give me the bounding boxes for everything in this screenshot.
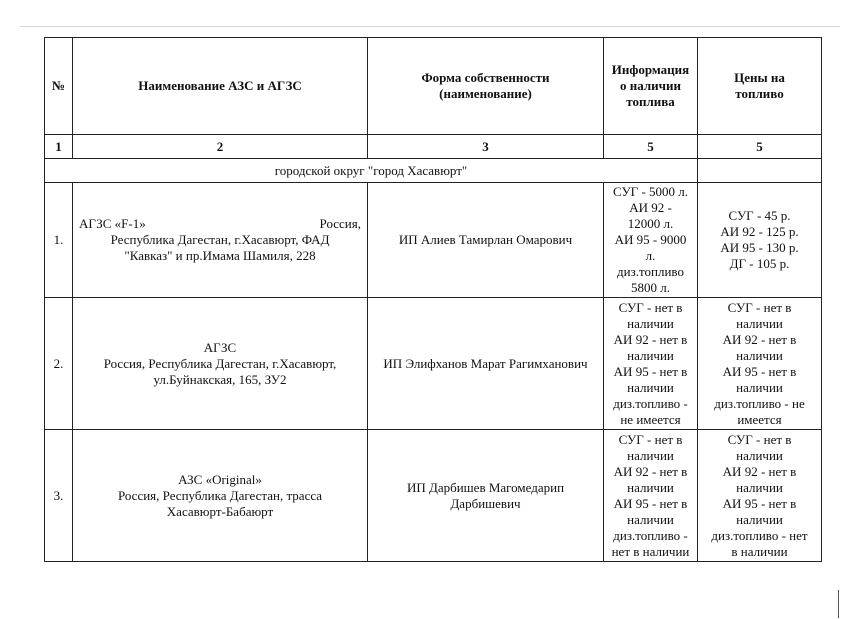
station-name-cell — [73, 298, 368, 430]
fuel-price-line: АИ 95 - нет в — [722, 363, 797, 379]
fuel-info-line: АИ 92 - нет в — [613, 331, 688, 347]
fuel-info-line: диз.топливо - — [613, 395, 688, 411]
fuel-stations-table — [44, 37, 822, 562]
fuel-price-line: наличии — [736, 379, 783, 395]
fuel-info-line: диз.топливо — [617, 264, 684, 279]
header-row — [45, 38, 822, 135]
station-address-line: "Кавказ" и пр.Имама Шамиля, 228 — [124, 248, 316, 263]
station-address-line: ул.Буйнакская, 165, ЗУ2 — [153, 371, 287, 387]
column-number: 5 — [698, 135, 822, 159]
station-name-cell — [73, 183, 368, 298]
fuel-info-cell — [604, 430, 698, 562]
fuel-price-line: СУГ - 45 р. — [728, 208, 791, 223]
fuel-info-line: наличии — [627, 511, 674, 527]
region-row — [45, 159, 822, 183]
station-address-line: Республика Дагестан, г.Хасавюрт, ФАД — [110, 232, 330, 247]
fuel-info-line: АИ 95 - нет в — [613, 495, 688, 511]
fuel-info-line: СУГ - нет в — [618, 299, 683, 315]
header-info-line1: Информация — [611, 62, 690, 77]
station-address-line: Россия, Республика Дагестан, г.Хасавюрт, — [103, 355, 337, 371]
column-number: 1 — [45, 135, 73, 159]
header-name — [73, 38, 368, 135]
fuel-info-line: наличии — [627, 347, 674, 363]
column-numbers-row — [45, 135, 822, 159]
header-number-label: № — [51, 78, 66, 93]
station-country: Россия, — [319, 216, 361, 231]
fuel-info-line: 12000 л. — [627, 216, 674, 231]
fuel-price-line: АИ 95 - 130 р. — [720, 240, 799, 255]
column-number: 2 — [73, 135, 368, 159]
column-number: 5 — [604, 135, 698, 159]
fuel-info-line: СУГ - нет в — [618, 431, 683, 447]
fuel-info-line: л. — [645, 248, 656, 263]
header-ownership-line2: (наименование) — [439, 86, 532, 101]
fuel-info-line: не имеется — [620, 411, 681, 427]
fuel-price-line: наличии — [736, 347, 783, 363]
fuel-info-line: наличии — [627, 315, 674, 331]
fuel-info-line: АИ 92 - — [629, 200, 672, 215]
fuel-info-line: наличии — [627, 479, 674, 495]
fuel-price-line: АИ 95 - нет в — [722, 495, 797, 511]
station-name-cell — [73, 430, 368, 562]
owner-cell: ИП Алиев Тамирлан Омарович — [368, 183, 604, 298]
header-number — [45, 38, 73, 135]
station-name: АЗС «Original» — [178, 471, 262, 487]
region-label: городской округ "город Хасавюрт" — [45, 159, 698, 183]
fuel-price-line: АИ 92 - 125 р. — [720, 224, 799, 239]
fuel-info-line: 5800 л. — [631, 280, 670, 295]
station-name-first-line — [75, 216, 365, 232]
fuel-price-line: имеется — [737, 411, 782, 427]
station-address-line: Хасавюрт-Бабаюрт — [166, 503, 274, 519]
header-fuel-info — [604, 38, 698, 135]
fuel-price-cell — [698, 183, 822, 298]
fuel-info-line: наличии — [627, 379, 674, 395]
fuel-info-line: СУГ - 5000 л. — [612, 184, 689, 199]
fuel-price-line: АИ 92 - нет в — [722, 463, 797, 479]
header-info-line2: о наличии — [620, 78, 681, 93]
fuel-price-line: диз.топливо - нет — [711, 527, 808, 543]
fuel-price-line: наличии — [736, 315, 783, 331]
header-prices — [698, 38, 822, 135]
table-row — [45, 183, 822, 298]
column-number: 3 — [368, 135, 604, 159]
header-price-line2: топливо — [735, 86, 784, 101]
fuel-price-line: наличии — [736, 447, 783, 463]
station-address-line: Россия, Республика Дагестан, трасса — [117, 487, 323, 503]
fuel-info-line: АИ 95 - 9000 — [614, 232, 687, 247]
station-name: АГЗС — [203, 339, 237, 355]
fuel-info-line: АИ 95 - нет в — [613, 363, 688, 379]
fuel-info-cell — [604, 183, 698, 298]
header-info-line3: топлива — [626, 94, 675, 109]
row-number: 3. — [45, 430, 73, 562]
owner-line: ИП Дарбишев Магомедарип — [406, 479, 565, 495]
row-number: 1. — [45, 183, 73, 298]
fuel-info-line: нет в наличии — [611, 543, 690, 559]
fuel-info-line: наличии — [627, 447, 674, 463]
header-name-label: Наименование АЗС и АГЗС — [138, 78, 302, 93]
fuel-price-line: СУГ - нет в — [727, 299, 792, 315]
header-price-line1: Цены на — [734, 70, 785, 85]
fuel-info-line: диз.топливо - — [613, 527, 688, 543]
row-number: 2. — [45, 298, 73, 430]
fuel-info-cell — [604, 298, 698, 430]
fuel-price-line: наличии — [736, 479, 783, 495]
fuel-price-line: в наличии — [731, 543, 788, 559]
region-empty-cell — [698, 159, 822, 183]
fuel-price-cell — [698, 430, 822, 562]
fuel-price-line: наличии — [736, 511, 783, 527]
fuel-price-line: АИ 92 - нет в — [722, 331, 797, 347]
scan-artifact-line — [20, 26, 840, 27]
header-ownership — [368, 38, 604, 135]
fuel-price-cell — [698, 298, 822, 430]
owner-cell: ИП Элифханов Марат Рагимханович — [368, 298, 604, 430]
owner-cell — [368, 430, 604, 562]
table-row — [45, 430, 822, 562]
table-row — [45, 298, 822, 430]
owner-line: Дарбишевич — [450, 495, 521, 511]
fuel-info-line: АИ 92 - нет в — [613, 463, 688, 479]
fuel-price-line: ДГ - 105 р. — [729, 256, 790, 271]
station-name: АГЗС «F-1» — [79, 216, 146, 231]
fuel-price-line: СУГ - нет в — [727, 431, 792, 447]
header-ownership-line1: Форма собственности — [421, 70, 550, 85]
scan-edge-mark — [838, 590, 839, 618]
fuel-price-line: диз.топливо - не — [714, 395, 805, 411]
